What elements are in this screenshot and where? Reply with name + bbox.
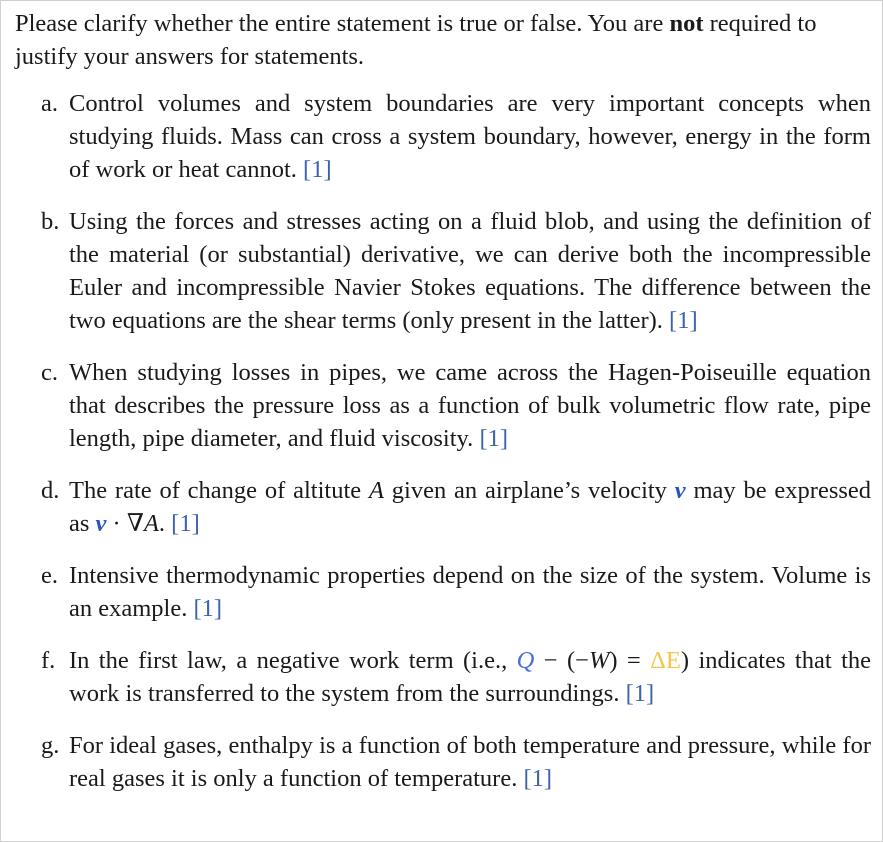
statement-letter: a. [41,90,58,117]
velocity-variable: v [674,477,686,504]
mark-value: [1] [171,510,200,537]
work-variable: W [588,647,610,674]
instructions [15,7,871,73]
statement-g [41,729,871,795]
statement-c [41,356,871,455]
statement-letter: c. [41,359,58,386]
statement-text: When studying losses in pipes, we came across the Hagen-Poiseuille equation that describes the pressure loss as a function of bulk volumetric flow rate, pipe length, pipe diameter, and fluid viscosity. [69,359,871,452]
mark-value: [1] [523,765,553,792]
statement-letter: d. [41,477,60,504]
gradient-operator: · ∇ [106,510,144,537]
velocity-variable: v [95,510,107,537]
heat-variable: Q [516,647,535,674]
altitude-variable: A [368,477,384,504]
statement-text-part: − (− [534,647,589,674]
instructions-text-start: Please clarify whether the entire statement is true or false. You are [15,10,670,37]
statement-text-part: . [158,510,166,537]
mark-value: [1] [193,595,223,622]
statement-letter: g. [41,732,60,759]
statement-text-part: ) = [609,647,651,674]
statement-text: Using the forces and stresses acting on a fluid blob, and using the definition of the material (or substantial) derivative, we can derive both the incompressible Euler and incompressible Navier Stokes equations. The difference between the two equations are the shear terms (only present in the latter). [69,208,871,334]
statement-letter: f. [41,647,56,674]
altitude-variable: A [143,510,159,537]
instructions-bold: not [669,10,704,37]
statement-b [41,205,871,337]
instructions-text-end: required to justify your answers for statements. [15,10,817,70]
statement-text: Control volumes and system boundaries are very important concepts when studying fluids. Mass can cross a system boundary, however, energy in the form of work or heat cannot. [69,90,871,183]
statement-e [41,559,871,625]
statement-text-part: may be expressed as [69,477,872,537]
statement-a [41,87,871,186]
mark-value: [1] [303,156,332,183]
statement-text-part: ) indicates that the work is transferred to the system from the surroundings. [69,647,871,707]
statement-text: For ideal gases, enthalpy is a function of both temperature and pressure, while for real gases it is only a function of temperature. [69,732,871,792]
statement-letter: b. [41,208,60,235]
mark-value: [1] [625,680,655,707]
statement-text: Intensive thermodynamic properties depend on the size of the system. Volume is an example. [69,562,871,622]
statement-text-part: given an airplane’s velocity [383,477,675,504]
mark-value: [1] [669,307,698,334]
energy-change-variable: ΔE [650,647,681,674]
mark-value: [1] [479,425,509,452]
statement-d [41,474,871,540]
statement-list [41,87,871,814]
statement-f [41,644,871,710]
statement-text-part: The rate of change of altitute [69,477,369,504]
statement-letter: e. [41,562,58,589]
statement-text-part: In the first law, a negative work term (i.e., [69,647,517,674]
